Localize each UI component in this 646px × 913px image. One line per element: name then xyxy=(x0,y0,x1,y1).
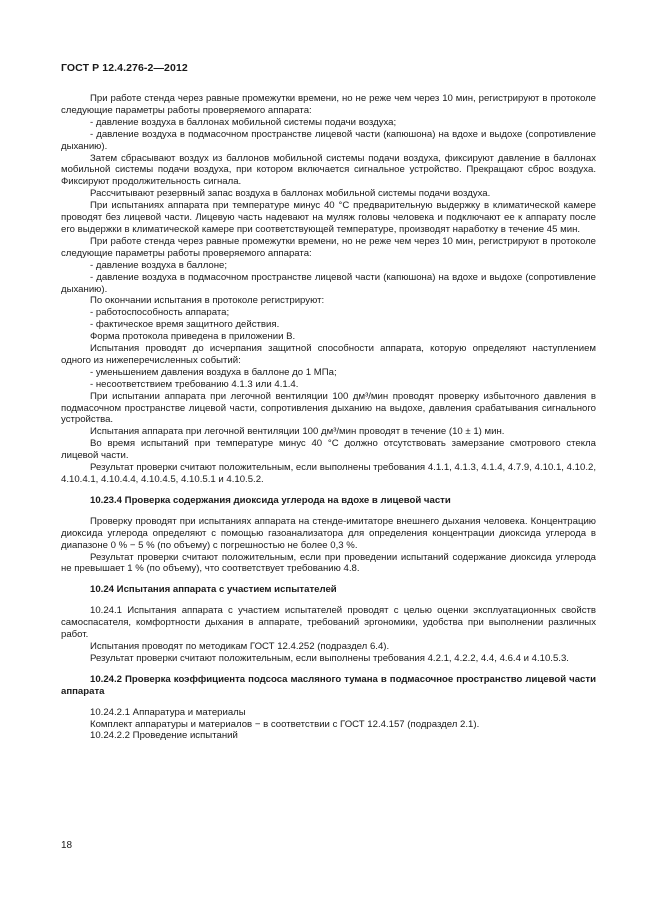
paragraph: Испытания аппарата при легочной вентиляции 100 дм³/мин проводят в течение (10 ± 1) мин. xyxy=(90,426,505,438)
section-heading: 10.24.2 Проверка коэффициента подсоса масляного тумана в подмасочное пространство лицевой части аппарата xyxy=(61,673,596,697)
subsection-heading: 10.24.2.1 Аппаратура и материалы xyxy=(90,706,246,718)
list-item: - работоспособность аппарата; xyxy=(90,307,230,319)
list-item: - несоответствием требованию 4.1.3 или 4.1.4. xyxy=(90,378,299,390)
standard-code: ГОСТ Р 12.4.276-2—2012 xyxy=(61,62,188,74)
paragraph: Испытания проводят до исчерпания защитной способности аппарата, которую определяют наступлением одного из нижеперечисленных событий: xyxy=(61,343,596,366)
list-item: - давление воздуха в подмасочном пространстве лицевой части (капюшона) на вдохе и выдохе (сопротивление дыханию). xyxy=(61,128,596,152)
list-item: - фактическое время защитного действия. xyxy=(90,319,280,331)
paragraph: Результат проверки считают положительным, если выполнены требования 4.2.1, 4.2.2, 4.4, 4.6.4 и 4.10.5.3. xyxy=(90,652,569,664)
paragraph: При работе стенда через равные промежутки времени, но не реже чем через 10 мин, регистрируют в протоколе следующие параметры работы проверяемого аппарата: xyxy=(61,93,596,116)
list-item: - давление воздуха в подмасочном пространстве лицевой части (капюшона) на вдохе и выдохе (сопротивление дыханию). xyxy=(61,271,596,295)
list-item: - давление воздуха в баллонах мобильной системы подачи воздуха; xyxy=(90,116,397,128)
paragraph: При работе стенда через равные промежутки времени, но не реже чем через 10 мин, регистрируют в протоколе следующие параметры работы проверяемого аппарата: xyxy=(61,235,596,259)
paragraph: Испытания проводят по методикам ГОСТ 12.4.252 (подраздел 6.4). xyxy=(90,640,390,652)
paragraph: Результат проверки считают положительным, если при проведении испытаний содержание диоксида углерода не превышает 1 % (по объему), что соответствует требованию 4.8. xyxy=(61,551,596,575)
paragraph: Результат проверки считают положительным, если выполнены требования 4.1.1, 4.1.3, 4.1.4, 4.7.9, 4.10.1, 4.10.2, 4.10.4.1, 4.10.4.4, 4.10.4.5, 4.10.5.1 и 4.10.5.2. xyxy=(61,462,596,485)
paragraph: 10.24.1 Испытания аппарата с участием испытателей проводят с целью оценки эксплуатационных свойств самоспасателя, комфортности дыхания в аппарате, требований эргономики, удобства при выполнении различных работ. xyxy=(61,605,596,641)
document-body xyxy=(61,93,596,742)
section-heading: 10.24 Испытания аппарата с участием испытателей xyxy=(90,584,337,596)
paragraph: По окончании испытания в протоколе регистрируют: xyxy=(90,295,325,307)
paragraph: При испытаниях аппарата при температуре минус 40 °С предварительную выдержку в климатической камере проводят без лицевой части. Лицевую часть надевают на муляж головы человека и подключают ее к аппарату после его выдержки в климатической камере при соответствующей температуре, производят наработку в течение 45 мин. xyxy=(61,200,596,235)
list-item: - давление воздуха в баллоне; xyxy=(90,259,228,271)
paragraph: Рассчитывают резервный запас воздуха в баллонах мобильной системы подачи воздуха. xyxy=(90,188,491,200)
paragraph: Комплект аппаратуры и материалов − в соответствии с ГОСТ 12.4.157 (подраздел 2.1). xyxy=(90,718,480,730)
section-heading: 10.23.4 Проверка содержания диоксида углерода на вдохе в лицевой части xyxy=(90,494,451,506)
paragraph: Затем сбрасывают воздух из баллонов мобильной системы подачи воздуха, фиксируют давление в баллонах мобильной системы подачи воздуха, при котором включается сигнальное устройство. Прекращают сброс воздуха. Фиксируют продолжительность сигнала. xyxy=(61,152,596,188)
paragraph: Проверку проводят при испытаниях аппарата на стенде-имитаторе внешнего дыхания человека. Концентрацию диоксида углерода определяют с помощью газоанализатора для определения концентрации диоксида углерода в диапазоне 0 % − 5 % (по объему) с погрешностью не более 0,3 %. xyxy=(61,515,596,551)
paragraph: Форма протокола приведена в приложении В. xyxy=(90,331,296,343)
page-number: 18 xyxy=(61,840,73,851)
paragraph: При испытании аппарата при легочной вентиляции 100 дм³/мин проводят проверку избыточного давления в подмасочном пространстве лицевой части, сопротивления дыханию на выдохе, давления срабатывания сигнального устройства. xyxy=(61,390,596,426)
list-item: - уменьшением давления воздуха в баллоне до 1 МПа; xyxy=(90,366,337,378)
subsection-heading: 10.24.2.2 Проведение испытаний xyxy=(90,730,238,742)
paragraph: Во время испытаний при температуре минус 40 °С должно отсутствовать замерзание смотрового стекла лицевой части. xyxy=(61,438,596,462)
